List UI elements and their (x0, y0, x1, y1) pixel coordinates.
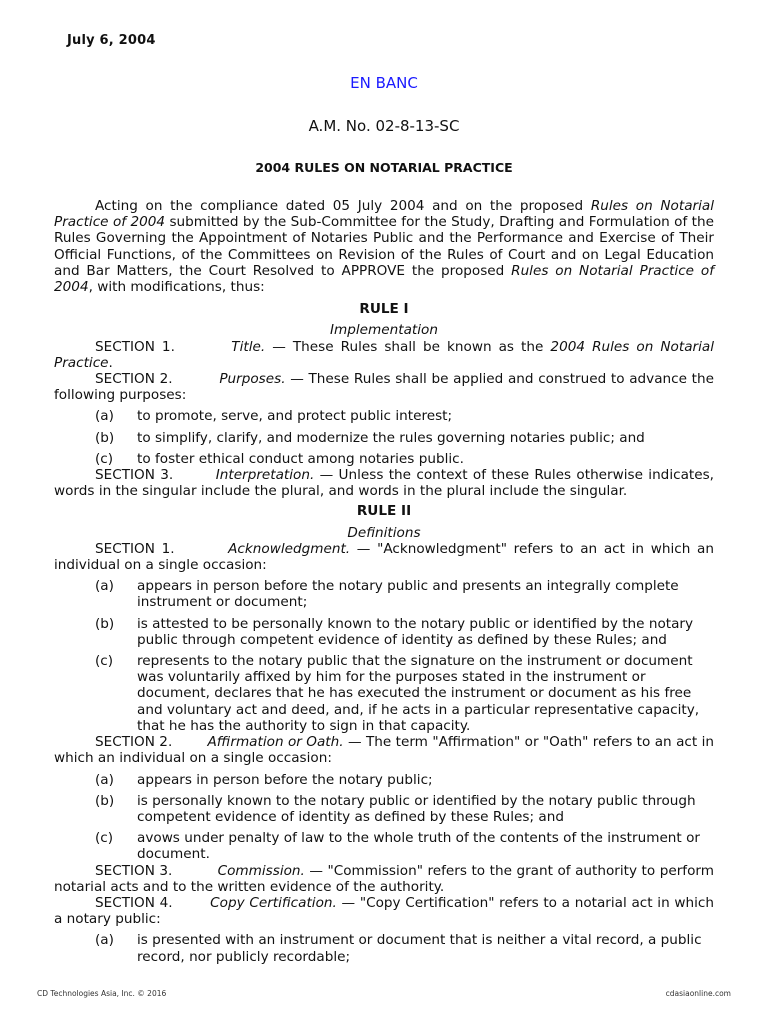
list-item: (c) to foster ethical conduct among notaries public. (95, 450, 464, 467)
document-date: July 6, 2004 (67, 33, 156, 48)
footer-copyright: CD Technologies Asia, Inc. © 2016 (37, 989, 167, 998)
rule-2-heading: RULE II (356, 503, 412, 520)
document-body (54, 198, 714, 965)
list-item: (a) appears in person before the notary public and presents an integrally complete instrument or document; (95, 578, 679, 611)
case-number: A.M. No. 02-8-13-SC (308, 117, 460, 135)
list-item: (b) is attested to be personally known to the notary public or identified by the notary public through competent evidence of identity as defined by these Rules; and (95, 615, 694, 648)
rule-2-section-4: SECTION 4. Copy Certification. — "Copy Certification" refers to a notarial act in which a notary public: (54, 894, 714, 928)
footer-website: cdasiaonline.com (665, 989, 731, 998)
list-item: (c) represents to the notary public that the signature on the instrument or document was voluntarily affixed by him for the purposes stated in the instrument or document, declares that he has executed the instrument or document as his free and voluntary act and deed, and, if he acts in a particular representative capacity, that he has the authority to sign in that capacity. (95, 653, 700, 734)
rule-1-section-2: SECTION 2. Purposes. — These Rules shall be applied and construed to advance the following purposes: (54, 371, 714, 404)
intro-paragraph: Acting on the compliance dated 05 July 2004 and on the proposed Rules on Notarial Practice of 2004 submitted by the Sub-Committee for the Study, Drafting and Formulation of the Rules Governing the Appointment of Notaries Public and the Performance and Exercise of Their Official Functions, of the Committees on Revision of the Rules of Court and on Legal Education and Bar Matters, the Court Resolved to APPROVE the proposed Rules on Notarial Practice of 2004, with modifications, thus: (54, 198, 714, 296)
rule-1-section-3: SECTION 3. Interpretation. — Unless the context of these Rules otherwise indicates, words in the singular include the plural, and words in the plural include the singular. (54, 467, 714, 500)
list-item: (c) avows under penalty of law to the whole truth of the contents of the instrument or document. (95, 830, 700, 863)
rule-1-heading: RULE I (359, 301, 409, 318)
list-item: (b) is personally known to the notary public or identified by the notary public through competent evidence of identity as defined by these Rules; and (95, 792, 696, 825)
list-item: (b) to simplify, clarify, and modernize the rules governing notaries public; and (95, 429, 645, 446)
document-title: 2004 RULES ON NOTARIAL PRACTICE (255, 160, 513, 175)
court-division: EN BANC (350, 74, 418, 92)
rule-2-subheading: Definitions (347, 524, 421, 541)
rule-2-section-2: SECTION 2. Affirmation or Oath. — The term "Affirmation" or "Oath" refers to an act in which an individual on a single occasion: (54, 734, 714, 767)
list-item: (a) appears in person before the notary public; (95, 771, 433, 788)
rule-2-section-1: SECTION 1. Acknowledgment. — "Acknowledgment" refers to an act in which an individual on a single occasion: (54, 540, 714, 574)
list-item: (a) is presented with an instrument or document that is neither a vital record, a public record, nor publicly recordable; (95, 932, 702, 965)
rule-1-subheading: Implementation (330, 322, 438, 339)
rule-2-section-3: SECTION 3. Commission. — "Commission" refers to the grant of authority to perform notarial acts and to the written evidence of the authority. (54, 862, 714, 895)
rule-1-section-1: SECTION 1. Title. — These Rules shall be known as the 2004 Rules on Notarial Practice. (54, 338, 714, 371)
list-item: (a) to promote, serve, and protect public interest; (95, 408, 453, 425)
